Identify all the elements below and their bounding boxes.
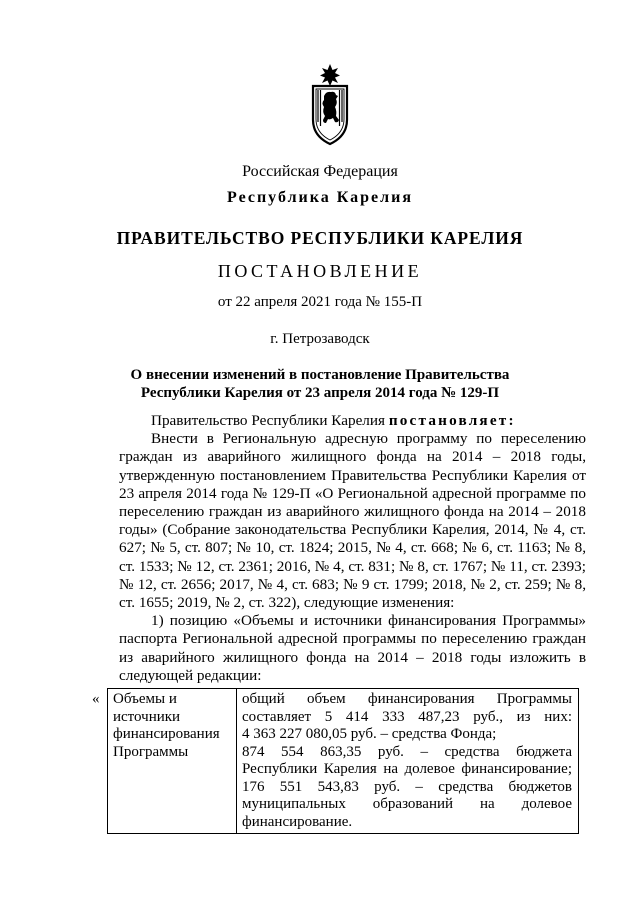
funding-fund: 4 363 227 080,05 руб. – средства Фонда; [242, 726, 497, 742]
decree-body [119, 412, 586, 685]
decree-type: ПОСТАНОВЛЕНИЕ [217, 261, 423, 281]
funding-republic: 874 554 863,35 руб. – средства бюджета Республики Карелия на долевое финансирование; [242, 743, 572, 777]
decree-city: г. Петрозаводск [270, 331, 370, 347]
table-open-quote: « [92, 691, 100, 707]
federation-title: Российская Федерация [242, 163, 398, 180]
subject-line-2: Республики Карелия от 23 апреля 2014 года № 129-П [140, 385, 500, 401]
republic-title: Республика Карелия [227, 189, 413, 206]
table-right-cell [237, 689, 579, 834]
decree-dateline: от 22 апреля 2021 года № 155-П [217, 294, 423, 310]
passport-table [107, 688, 579, 834]
government-title: ПРАВИТЕЛЬСТВО РЕСПУБЛИКИ КАРЕЛИЯ [116, 228, 524, 248]
decree-subject [130, 366, 510, 402]
body-paragraph-2: 1) позицию «Объемы и источники финансирования Программы» паспорта Региональной адресной программы по переселению граждан из аварийного жилищного фонда на 2014 – 2018 годы изложить в следующей редакции: [119, 612, 586, 684]
karelia-coat-of-arms-icon [309, 62, 351, 146]
funding-municipal: 176 551 543,83 руб. – средства бюджетов муниципальных образований на долевое финансирование. [242, 778, 572, 830]
subject-line-1: О внесении изменений в постановление Правительства [130, 367, 510, 383]
table-row [108, 689, 579, 834]
intro-paragraph [119, 412, 586, 430]
body-paragraph-1: Внести в Региональную адресную программу по переселению граждан из аварийного жилищного фонда на 2014 – 2018 годы, утвержденную постановлением Правительства Республики Карелия от 23 апреля 2014 года № 129-П «О Региональной адресной программе по переселению граждан из аварийного жилищного фонда на 2014 – 2018 годы» (Собрание законодательства Республики Карелия, 2014, № 4, ст. 627; № 5, ст. 807; № 10, ст. 1824; 2015, № 4, ст. 668; № 6, ст. 1163; № 8, ст. 1533; № 12, ст. 2361; 2016, № 4, ст. 831; № 8, ст. 1767; № 11, ст. 2393; № 12, ст. 2656; 2017, № 4, ст. 683; № 9 ст. 1799; 2018, № 2, ст. 259; № 8, ст. 1655; 2019, № 2, ст. 322), следующие изменения: [119, 430, 586, 612]
intro-prefix: Правительство Республики Карелия [151, 412, 389, 429]
intro-resolves: постановляет: [388, 412, 516, 429]
table-left-cell: Объемы и источники финансирования Программы [108, 689, 237, 834]
funding-total: общий объем финансирования Программы составляет 5 414 333 487,23 руб., из них: [242, 691, 572, 725]
